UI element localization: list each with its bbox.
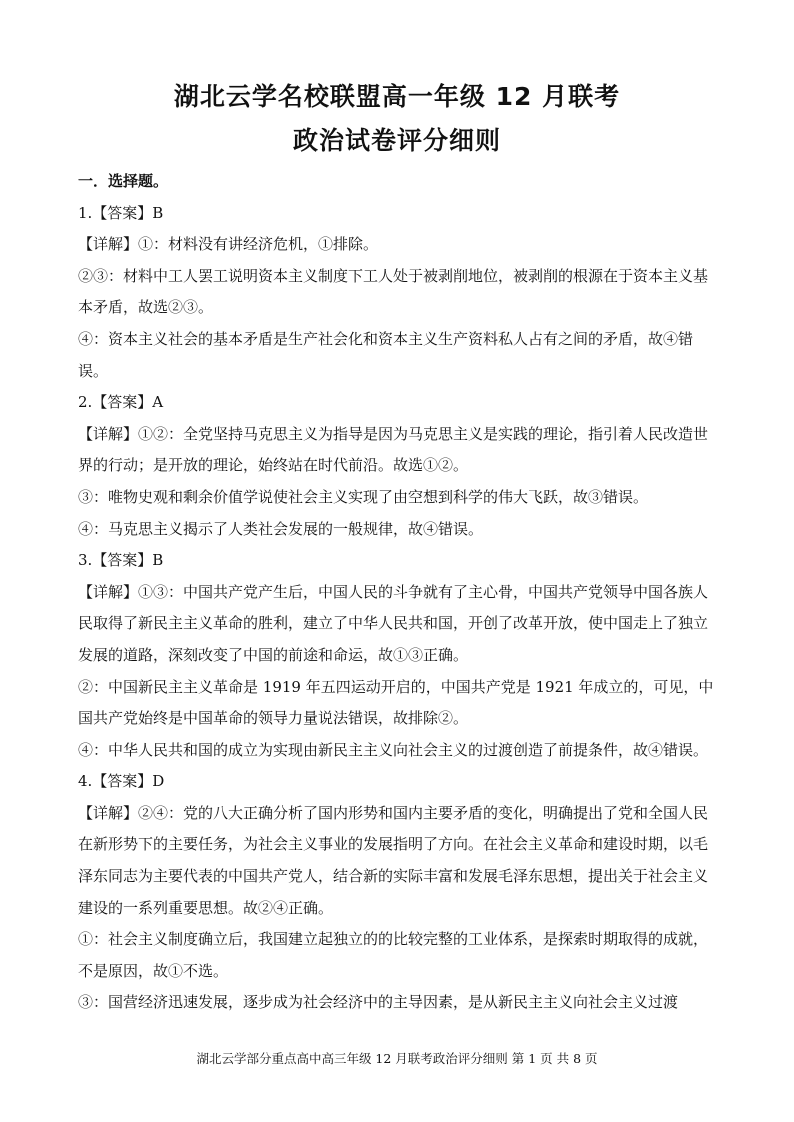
question-4-answer: 4.【答案】D xyxy=(78,772,165,791)
section-heading: 一．选择题。 xyxy=(78,172,169,190)
document-body xyxy=(78,166,720,1019)
question-2-answer: 2.【答案】A xyxy=(78,393,164,412)
question-2-explanation: ③：唯物史观和剩余价值学说使社会主义实现了由空想到科学的伟大飞跃，故③错误。 xyxy=(78,487,649,506)
page-footer: 湖北云学部分重点高中高三年级 12 月联考政治评分细则 第 1 页 共 8 页 xyxy=(196,1051,598,1066)
document-subtitle: 政治试卷评分细则 xyxy=(292,126,501,155)
document-title: 湖北云学名校联盟高一年级 12 月联考 xyxy=(173,82,621,111)
question-1-explanation: ②③：材料中工人罢工说明资本主义制度下工人处于被剥削地位，被剥削的根源在于资本主义基本矛盾，故选②③。 xyxy=(78,266,709,317)
question-4-explanation: ③：国营经济迅速发展，逐步成为社会经济中的主导因素，是从新民主主义向社会主义过渡 xyxy=(78,993,679,1012)
question-3-explanation: 【详解】①③：中国共产党产生后，中国人民的斗争就有了主心骨，中国共产党领导中国各族人民取得了新民主主义革命的胜利，建立了中华人民共和国，开创了改革开放，使中国走上了独立发展的道路，深刻改变了中国的前途和命运，故①③正确。 xyxy=(78,582,709,664)
question-1-explanation: ④：资本主义社会的基本矛盾是生产社会化和资本主义生产资料私人占有之间的矛盾，故④错误。 xyxy=(78,329,694,380)
question-2-explanation: ④：马克思主义揭示了人类社会发展的一般规律，故④错误。 xyxy=(78,519,484,538)
question-1-answer: 1.【答案】B xyxy=(78,203,164,222)
question-3-explanation: ②：中国新民主主义革命是 1919 年五四运动开启的，中国共产党是 1921 年成立的，可见，中国共产党始终是中国革命的领导力量说法错误，故排除②。 xyxy=(78,677,714,728)
question-3-answer: 3.【答案】B xyxy=(78,551,164,570)
question-4-explanation: ①：社会主义制度确立后，我国建立起独立的的比较完整的工业体系，是探索时期取得的成就，不是原因，故①不选。 xyxy=(78,930,709,980)
question-4-explanation: 【详解】②④：党的八大正确分析了国内形势和国内主要矛盾的变化，明确提出了党和全国人民在新形势下的主要任务，为社会主义事业的发展指明了方向。在社会主义革命和建设时期，以毛泽东同志为主要代表的中国共产党人，结合新的实际丰富和发展毛泽东思想，提出关于社会主义建设的一系列重要思想。故②④正确。 xyxy=(78,803,709,917)
question-3-explanation: ④：中华人民共和国的成立为实现由新民主主义向社会主义的过渡创造了前提条件，故④错误。 xyxy=(78,740,709,759)
question-2-explanation: 【详解】①②：全党坚持马克思主义为指导是因为马克思主义是实践的理论，指引着人民改造世界的行动；是开放的理论，始终站在时代前沿。故选①②。 xyxy=(78,424,709,475)
question-1-explanation: 【详解】①：材料没有讲经济危机，①排除。 xyxy=(78,235,379,254)
